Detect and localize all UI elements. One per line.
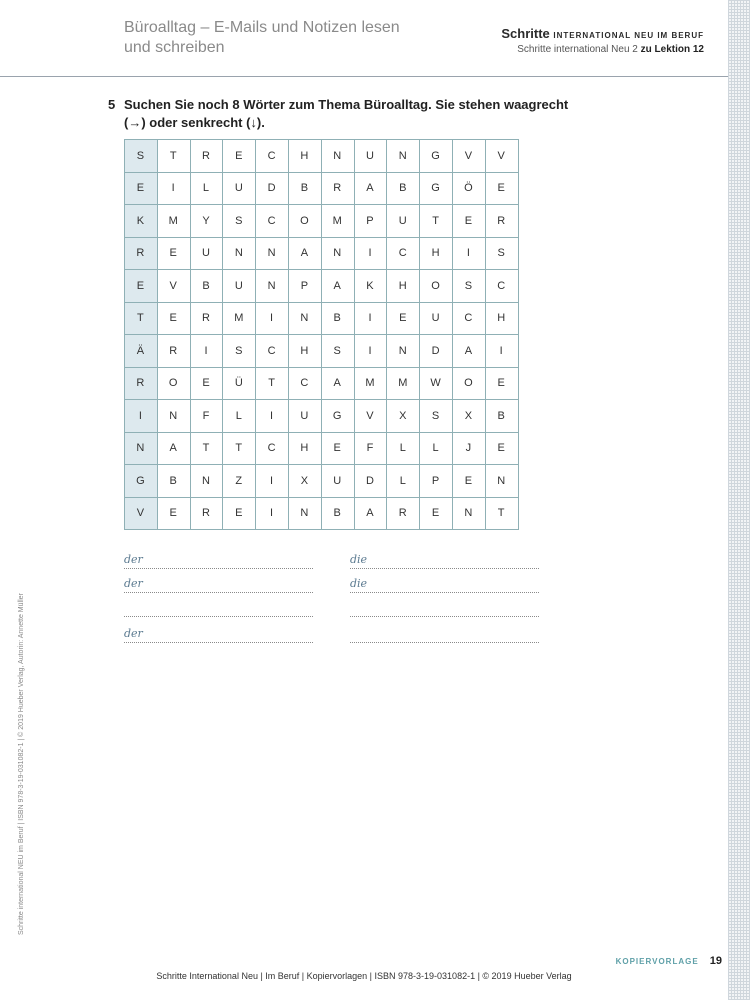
grid-cell[interactable]: S [223, 335, 256, 368]
grid-cell[interactable]: O [452, 367, 485, 400]
grid-cell[interactable]: T [420, 205, 453, 238]
grid-cell[interactable]: I [256, 497, 289, 530]
grid-cell[interactable]: A [288, 237, 321, 270]
grid-cell[interactable]: V [157, 270, 190, 303]
grid-cell[interactable]: A [321, 270, 354, 303]
grid-cell[interactable]: C [288, 367, 321, 400]
grid-cell[interactable]: U [190, 237, 223, 270]
grid-cell[interactable]: C [256, 140, 289, 173]
grid-cell[interactable]: U [288, 400, 321, 433]
grid-cell[interactable]: R [190, 140, 223, 173]
grid-cell[interactable]: T [485, 497, 518, 530]
grid-cell[interactable]: X [288, 465, 321, 498]
grid-cell[interactable]: R [125, 237, 158, 270]
grid-row [125, 270, 519, 303]
grid-row [125, 205, 519, 238]
task-instruction: Suchen Sie noch 8 Wörter zum Thema Büroalltag. Sie stehen waagrecht (→) oder senkrecht (↓). [124, 97, 569, 130]
page-marker [616, 955, 722, 967]
grid-cell[interactable]: B [288, 172, 321, 205]
side-credit: Schritte international NEU im Beruf | ISBN 978-3-19-031082-1 | © 2019 Hueber Verlag, Autorin: Annette Müller [18, 593, 25, 935]
grid-cell[interactable]: H [420, 237, 453, 270]
grid-cell[interactable]: M [157, 205, 190, 238]
grid-cell[interactable]: E [452, 205, 485, 238]
grid-cell[interactable]: U [321, 465, 354, 498]
grid-cell[interactable]: R [321, 172, 354, 205]
article-hint: der [124, 553, 143, 566]
grid-row [125, 237, 519, 270]
grid-cell[interactable]: E [485, 367, 518, 400]
grid-row [125, 400, 519, 433]
grid-row [125, 302, 519, 335]
grid-cell[interactable]: N [125, 432, 158, 465]
ref-lesson: zu Lektion 12 [640, 44, 704, 55]
grid-cell[interactable]: E [223, 140, 256, 173]
grid-cell[interactable]: R [125, 367, 158, 400]
grid-cell[interactable]: D [420, 335, 453, 368]
grid-cell[interactable]: H [288, 140, 321, 173]
grid-cell[interactable]: E [125, 172, 158, 205]
grid-cell[interactable]: F [354, 432, 387, 465]
grid-cell[interactable]: H [288, 432, 321, 465]
grid-cell[interactable]: B [190, 270, 223, 303]
grid-cell[interactable]: I [256, 400, 289, 433]
grid-cell[interactable]: T [157, 140, 190, 173]
grid-cell[interactable]: L [420, 432, 453, 465]
task-5 [108, 96, 578, 132]
grid-cell[interactable]: N [452, 497, 485, 530]
page-number: 19 [709, 955, 722, 967]
grid-cell[interactable]: H [288, 335, 321, 368]
grid-cell[interactable]: C [256, 335, 289, 368]
grid-cell[interactable]: S [321, 335, 354, 368]
page-footer: Schritte International Neu | Im Beruf | Kopiervorlagen | ISBN 978-3-19-031082-1 | © 2019 Hueber Verlag [156, 971, 572, 981]
grid-cell[interactable]: A [354, 497, 387, 530]
grid-cell[interactable]: L [387, 432, 420, 465]
grid-cell[interactable]: E [157, 497, 190, 530]
grid-cell[interactable]: S [485, 237, 518, 270]
grid-cell[interactable]: P [354, 205, 387, 238]
grid-cell[interactable]: G [321, 400, 354, 433]
grid-cell[interactable]: C [485, 270, 518, 303]
grid-cell[interactable]: Ä [125, 335, 158, 368]
grid-row [125, 432, 519, 465]
grid-cell[interactable]: O [157, 367, 190, 400]
grid-cell[interactable]: I [256, 465, 289, 498]
grid-cell[interactable]: S [452, 270, 485, 303]
grid-cell[interactable]: N [387, 140, 420, 173]
answer-line[interactable] [124, 598, 313, 617]
grid-cell[interactable]: V [354, 400, 387, 433]
grid-cell[interactable]: E [452, 465, 485, 498]
grid-cell[interactable]: Y [190, 205, 223, 238]
grid-cell[interactable]: B [157, 465, 190, 498]
grid-cell[interactable]: E [157, 302, 190, 335]
grid-cell[interactable]: G [420, 172, 453, 205]
brand-sub: INTERNATIONAL NEU IM BERUF [553, 31, 704, 40]
grid-cell[interactable]: A [354, 172, 387, 205]
grid-cell[interactable]: H [387, 270, 420, 303]
answer-lines [124, 548, 564, 648]
page-header [0, 0, 728, 77]
lesson-reference [517, 44, 704, 55]
grid-cell[interactable]: W [420, 367, 453, 400]
grid-cell[interactable]: R [190, 497, 223, 530]
grid-cell[interactable]: O [420, 270, 453, 303]
grid-cell[interactable]: T [190, 432, 223, 465]
page-label: KOPIERVORLAGE [615, 957, 699, 966]
answer-line[interactable] [124, 550, 313, 569]
grid-cell[interactable]: O [288, 205, 321, 238]
grid-cell[interactable]: E [420, 497, 453, 530]
grid-cell[interactable]: R [485, 205, 518, 238]
grid-cell[interactable]: I [125, 400, 158, 433]
grid-cell[interactable]: N [223, 237, 256, 270]
grid-cell[interactable]: N [256, 237, 289, 270]
grid-cell[interactable]: T [125, 302, 158, 335]
grid-cell[interactable]: L [387, 465, 420, 498]
grid-cell[interactable]: L [223, 400, 256, 433]
grid-cell[interactable]: I [190, 335, 223, 368]
word-search-grid [124, 139, 519, 530]
grid-cell[interactable]: V [485, 140, 518, 173]
answer-line[interactable] [350, 550, 539, 569]
brand-main: Schritte [501, 26, 550, 41]
grid-cell[interactable]: A [157, 432, 190, 465]
grid-cell[interactable]: L [190, 172, 223, 205]
grid-cell[interactable]: P [420, 465, 453, 498]
grid-cell[interactable]: N [321, 140, 354, 173]
grid-cell[interactable]: K [354, 270, 387, 303]
chapter-topic: Büroalltag – E-Mails und Notizen lesen und schreiben [124, 19, 400, 56]
grid-cell[interactable]: E [387, 302, 420, 335]
grid-cell[interactable]: U [387, 205, 420, 238]
grid-cell[interactable]: F [190, 400, 223, 433]
grid-cell[interactable]: C [256, 205, 289, 238]
grid-cell[interactable]: B [321, 302, 354, 335]
task-number: 5 [108, 97, 116, 112]
grid-cell[interactable]: Ü [223, 367, 256, 400]
grid-cell[interactable]: E [190, 367, 223, 400]
series-brand [501, 26, 704, 41]
grid-cell[interactable]: B [485, 400, 518, 433]
grid-cell[interactable]: U [223, 270, 256, 303]
grid-cell[interactable]: T [256, 367, 289, 400]
article-hint: die [350, 553, 368, 566]
decorative-edge-stripe [728, 0, 750, 1000]
grid-cell[interactable]: E [157, 237, 190, 270]
answer-line[interactable] [350, 598, 539, 617]
grid-cell[interactable]: Ö [452, 172, 485, 205]
grid-cell[interactable]: E [485, 432, 518, 465]
answer-line[interactable] [350, 574, 539, 593]
grid-cell[interactable]: M [387, 367, 420, 400]
grid-cell[interactable]: S [125, 140, 158, 173]
article-hint: der [124, 627, 143, 640]
grid-cell[interactable]: E [125, 270, 158, 303]
answer-line[interactable] [124, 624, 313, 643]
grid-cell[interactable]: X [452, 400, 485, 433]
grid-cell[interactable]: S [420, 400, 453, 433]
answer-line[interactable] [350, 624, 539, 643]
grid-cell[interactable]: B [321, 497, 354, 530]
grid-cell[interactable]: E [321, 432, 354, 465]
grid-cell[interactable]: V [125, 497, 158, 530]
grid-cell[interactable]: R [387, 497, 420, 530]
grid-cell[interactable]: I [354, 335, 387, 368]
grid-cell[interactable]: A [321, 367, 354, 400]
grid-cell[interactable]: N [288, 497, 321, 530]
grid-cell[interactable]: N [321, 237, 354, 270]
grid-cell[interactable]: X [387, 400, 420, 433]
grid-cell[interactable]: E [223, 497, 256, 530]
grid-cell[interactable]: G [420, 140, 453, 173]
grid-cell[interactable]: S [223, 205, 256, 238]
answer-line[interactable] [124, 574, 313, 593]
grid-cell[interactable]: D [354, 465, 387, 498]
grid-cell[interactable]: C [256, 432, 289, 465]
grid-row [125, 335, 519, 368]
article-hint: der [124, 577, 143, 590]
grid-row [125, 172, 519, 205]
grid-cell[interactable]: P [288, 270, 321, 303]
ref-prefix: Schritte international Neu 2 [517, 44, 638, 55]
grid-cell[interactable]: N [256, 270, 289, 303]
grid-cell[interactable]: G [125, 465, 158, 498]
grid-row [125, 140, 519, 173]
grid-cell[interactable]: T [223, 432, 256, 465]
grid-cell[interactable]: N [288, 302, 321, 335]
grid-cell[interactable]: E [485, 172, 518, 205]
grid-cell[interactable]: I [485, 335, 518, 368]
grid-cell[interactable]: R [190, 302, 223, 335]
grid-cell[interactable]: I [256, 302, 289, 335]
grid-cell[interactable]: J [452, 432, 485, 465]
grid-cell[interactable]: I [354, 237, 387, 270]
grid-cell[interactable]: B [387, 172, 420, 205]
grid-cell[interactable]: N [387, 335, 420, 368]
grid-cell[interactable]: D [256, 172, 289, 205]
grid-cell[interactable]: R [157, 335, 190, 368]
grid-cell[interactable]: M [321, 205, 354, 238]
grid-cell[interactable]: N [157, 400, 190, 433]
grid-cell[interactable]: H [485, 302, 518, 335]
grid-cell[interactable]: A [452, 335, 485, 368]
article-hint: die [350, 577, 368, 590]
grid-cell[interactable]: C [387, 237, 420, 270]
grid-cell[interactable]: I [354, 302, 387, 335]
grid-row [125, 497, 519, 530]
grid-cell[interactable]: M [223, 302, 256, 335]
grid-cell[interactable]: U [420, 302, 453, 335]
grid-cell[interactable]: U [223, 172, 256, 205]
grid-cell[interactable]: K [125, 205, 158, 238]
grid-cell[interactable]: V [452, 140, 485, 173]
grid-row [125, 465, 519, 498]
grid-cell[interactable]: N [485, 465, 518, 498]
grid-cell[interactable]: I [157, 172, 190, 205]
grid-cell[interactable]: C [452, 302, 485, 335]
grid-cell[interactable]: Z [223, 465, 256, 498]
grid-cell[interactable]: N [190, 465, 223, 498]
grid-row [125, 367, 519, 400]
grid-cell[interactable]: U [354, 140, 387, 173]
grid-cell[interactable]: I [452, 237, 485, 270]
grid-cell[interactable]: M [354, 367, 387, 400]
